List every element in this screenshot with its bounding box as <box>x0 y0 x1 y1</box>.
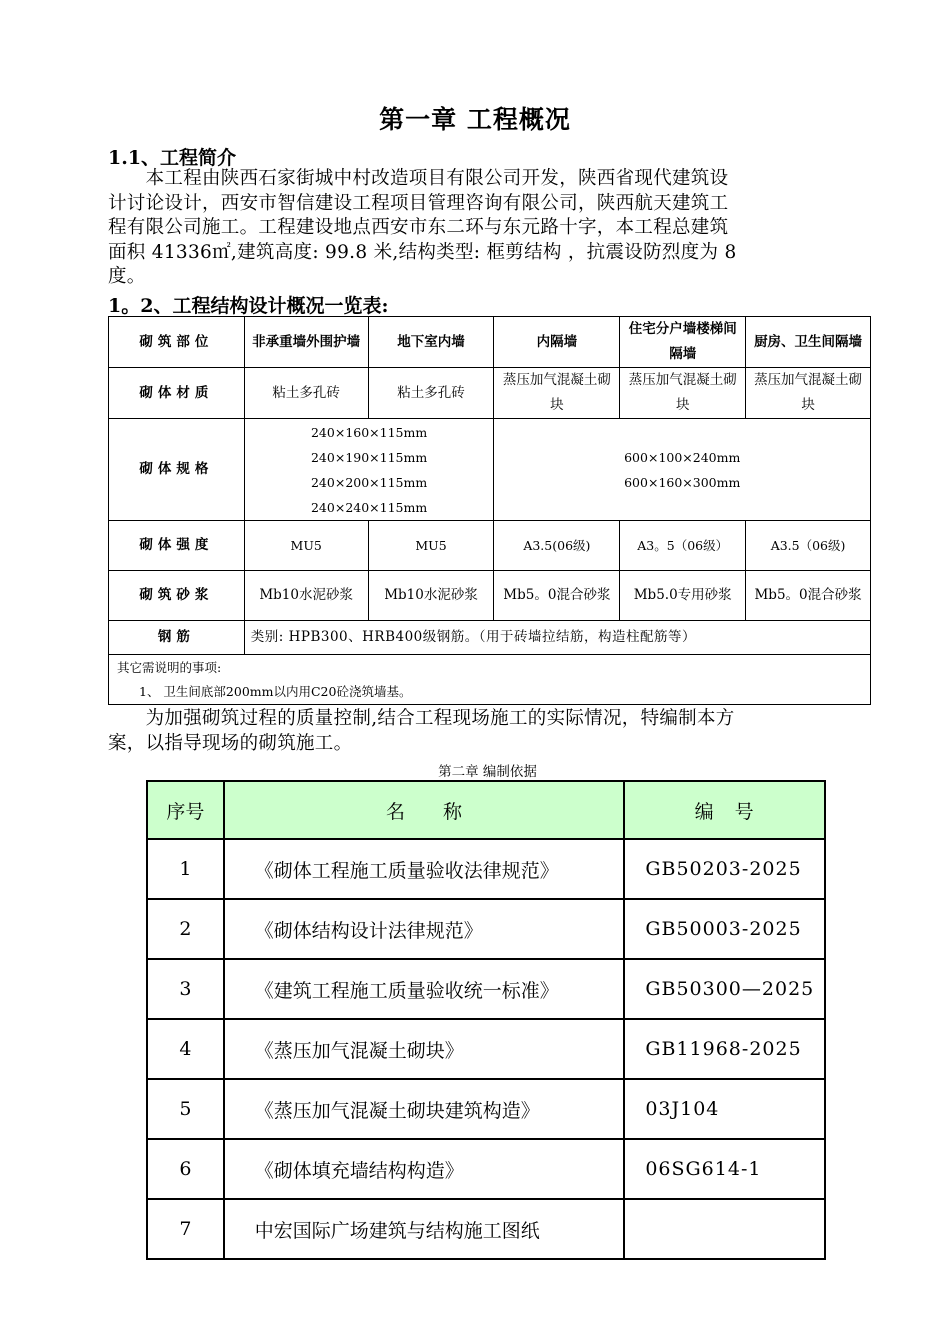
table-row-mortar <box>109 571 871 621</box>
table-cell: Mb10水泥砂浆 <box>244 571 368 621</box>
spec-cell-block <box>494 419 871 521</box>
row-label: 砌筑砂浆 <box>109 571 245 621</box>
table-cell: 粘土多孔砖 <box>244 368 368 419</box>
notes-cell <box>109 655 871 705</box>
row-code: GB11968-2025 <box>624 1019 825 1079</box>
table-cell: 粘土多孔砖 <box>368 368 494 419</box>
table-cell: Mb10水泥砂浆 <box>368 571 494 621</box>
header-cell: 地下室内墙 <box>368 317 494 368</box>
row-name: 《砌体结构设计法律规范》 <box>224 899 625 959</box>
spec-value: 240×200×115mm <box>310 474 428 490</box>
header-cell: 厨房、卫生间隔墙 <box>746 317 871 368</box>
row-no: 2 <box>147 899 224 959</box>
table-cell: Mb5。0混合砂浆 <box>494 571 620 621</box>
spec-value: 240×240×115mm <box>310 499 428 515</box>
row-code: GB50203-2025 <box>624 839 825 899</box>
row-label: 钢筋 <box>109 621 245 655</box>
header-cell: 住宅分户墙楼梯间隔墙 <box>620 317 746 368</box>
header-no: 序号 <box>147 781 224 839</box>
rebar-cell: 类别: HPB300、HRB400级钢筋。（用于砖墙拉结筋，构造柱配筋等） <box>244 621 870 655</box>
row-no: 6 <box>147 1139 224 1199</box>
section-heading-intro: 1.1、工程简介 <box>108 147 237 169</box>
table-row <box>147 1199 825 1259</box>
row-name: 《蒸压加气混凝土砌块建筑构造》 <box>224 1079 625 1139</box>
table-row <box>147 959 825 1019</box>
spec-value: 240×190×115mm <box>310 449 428 465</box>
table-row-material <box>109 368 871 419</box>
table-row-spec <box>109 419 871 521</box>
row-name: 中宏国际广场建筑与结构施工图纸 <box>224 1199 625 1259</box>
row-no: 5 <box>147 1079 224 1139</box>
table-row <box>147 1139 825 1199</box>
spec-value: 600×100×240mm <box>624 449 741 465</box>
table-row-strength <box>109 521 871 571</box>
table-cell: 蒸压加气混凝土砌块 <box>620 368 746 419</box>
row-no: 4 <box>147 1019 224 1079</box>
header-code: 编 号 <box>624 781 825 839</box>
header-cell: 非承重墙外围护墙 <box>244 317 368 368</box>
table-cell: A3。5（06级） <box>620 521 746 571</box>
notes-item: 1、 卫生间底部200mm以内用C20砼浇筑墙基。 <box>139 683 412 699</box>
table-cell: A3.5（06级) <box>746 521 871 571</box>
structure-overview-table <box>108 316 871 705</box>
table-row <box>147 839 825 899</box>
table-row-rebar <box>109 621 871 655</box>
table-cell: Mb5。0混合砂浆 <box>746 571 871 621</box>
intro-paragraph <box>108 167 860 290</box>
closing-paragraph <box>108 707 860 756</box>
table-cell: A3.5(06级) <box>494 521 620 571</box>
basis-table <box>146 780 826 1260</box>
header-name: 名 称 <box>224 781 625 839</box>
row-code: 03J104 <box>624 1079 825 1139</box>
row-code: GB50003-2025 <box>624 899 825 959</box>
table-cell: MU5 <box>244 521 368 571</box>
row-code: GB50300—2025 <box>624 959 825 1019</box>
row-no: 1 <box>147 839 224 899</box>
row-label: 砌体强度 <box>109 521 245 571</box>
row-name: 《砌体工程施工质量验收法律规范》 <box>224 839 625 899</box>
table-cell: 蒸压加气混凝土砌块 <box>494 368 620 419</box>
section-heading-structure: 1。2、工程结构设计概况一览表: <box>108 295 389 317</box>
row-label: 砌体材质 <box>109 368 245 419</box>
notes-title: 其它需说明的事项: <box>117 659 222 675</box>
table-row <box>147 1019 825 1079</box>
row-no: 7 <box>147 1199 224 1259</box>
row-label: 砌筑部位 <box>109 317 245 368</box>
intro-line: 度。 <box>108 266 146 288</box>
row-name: 《蒸压加气混凝土砌块》 <box>224 1019 625 1079</box>
table-row-notes <box>109 655 871 705</box>
table-row-header <box>109 317 871 368</box>
closing-line: 为加强砌筑过程的质量控制,结合工程现场施工的实际情况，特编制本方 <box>108 708 735 729</box>
table-row <box>147 899 825 959</box>
intro-line: 面积 41336㎡,建筑高度: 99.8 米,结构类型: 框剪结构 ，抗震设防烈度为 8 <box>108 241 737 263</box>
row-name: 《建筑工程施工质量验收统一标准》 <box>224 959 625 1019</box>
row-label: 砌体规格 <box>109 419 245 521</box>
row-name: 《砌体填充墙结构构造》 <box>224 1139 625 1199</box>
closing-line: 案，以指导现场的砌筑施工。 <box>108 732 353 754</box>
table-cell: Mb5.0专用砂浆 <box>620 571 746 621</box>
table-header-row <box>147 781 825 839</box>
row-code: 06SG614-1 <box>624 1139 825 1199</box>
chapter-title: 第一章 工程概况 <box>379 105 571 134</box>
intro-line: 计讨论设计，西安市智信建设工程项目管理咨询有限公司，陕西航天建筑工 <box>108 192 729 214</box>
row-no: 3 <box>147 959 224 1019</box>
spec-value: 240×160×115mm <box>310 424 428 440</box>
intro-line: 程有限公司施工。工程建设地点西安市东二环与东元路十字，本工程总建筑 <box>108 217 729 239</box>
table-cell: MU5 <box>368 521 494 571</box>
table-cell: 蒸压加气混凝土砌块 <box>746 368 871 419</box>
spec-value: 600×160×300mm <box>624 474 741 490</box>
table-row <box>147 1079 825 1139</box>
intro-line: 本工程由陕西石家街城中村改造项目有限公司开发，陕西省现代建筑设 <box>108 168 729 189</box>
spec-cell-brick <box>244 419 494 521</box>
header-cell: 内隔墙 <box>494 317 620 368</box>
chapter2-caption: 第二章 编制依据 <box>438 764 537 780</box>
row-code <box>624 1199 825 1259</box>
